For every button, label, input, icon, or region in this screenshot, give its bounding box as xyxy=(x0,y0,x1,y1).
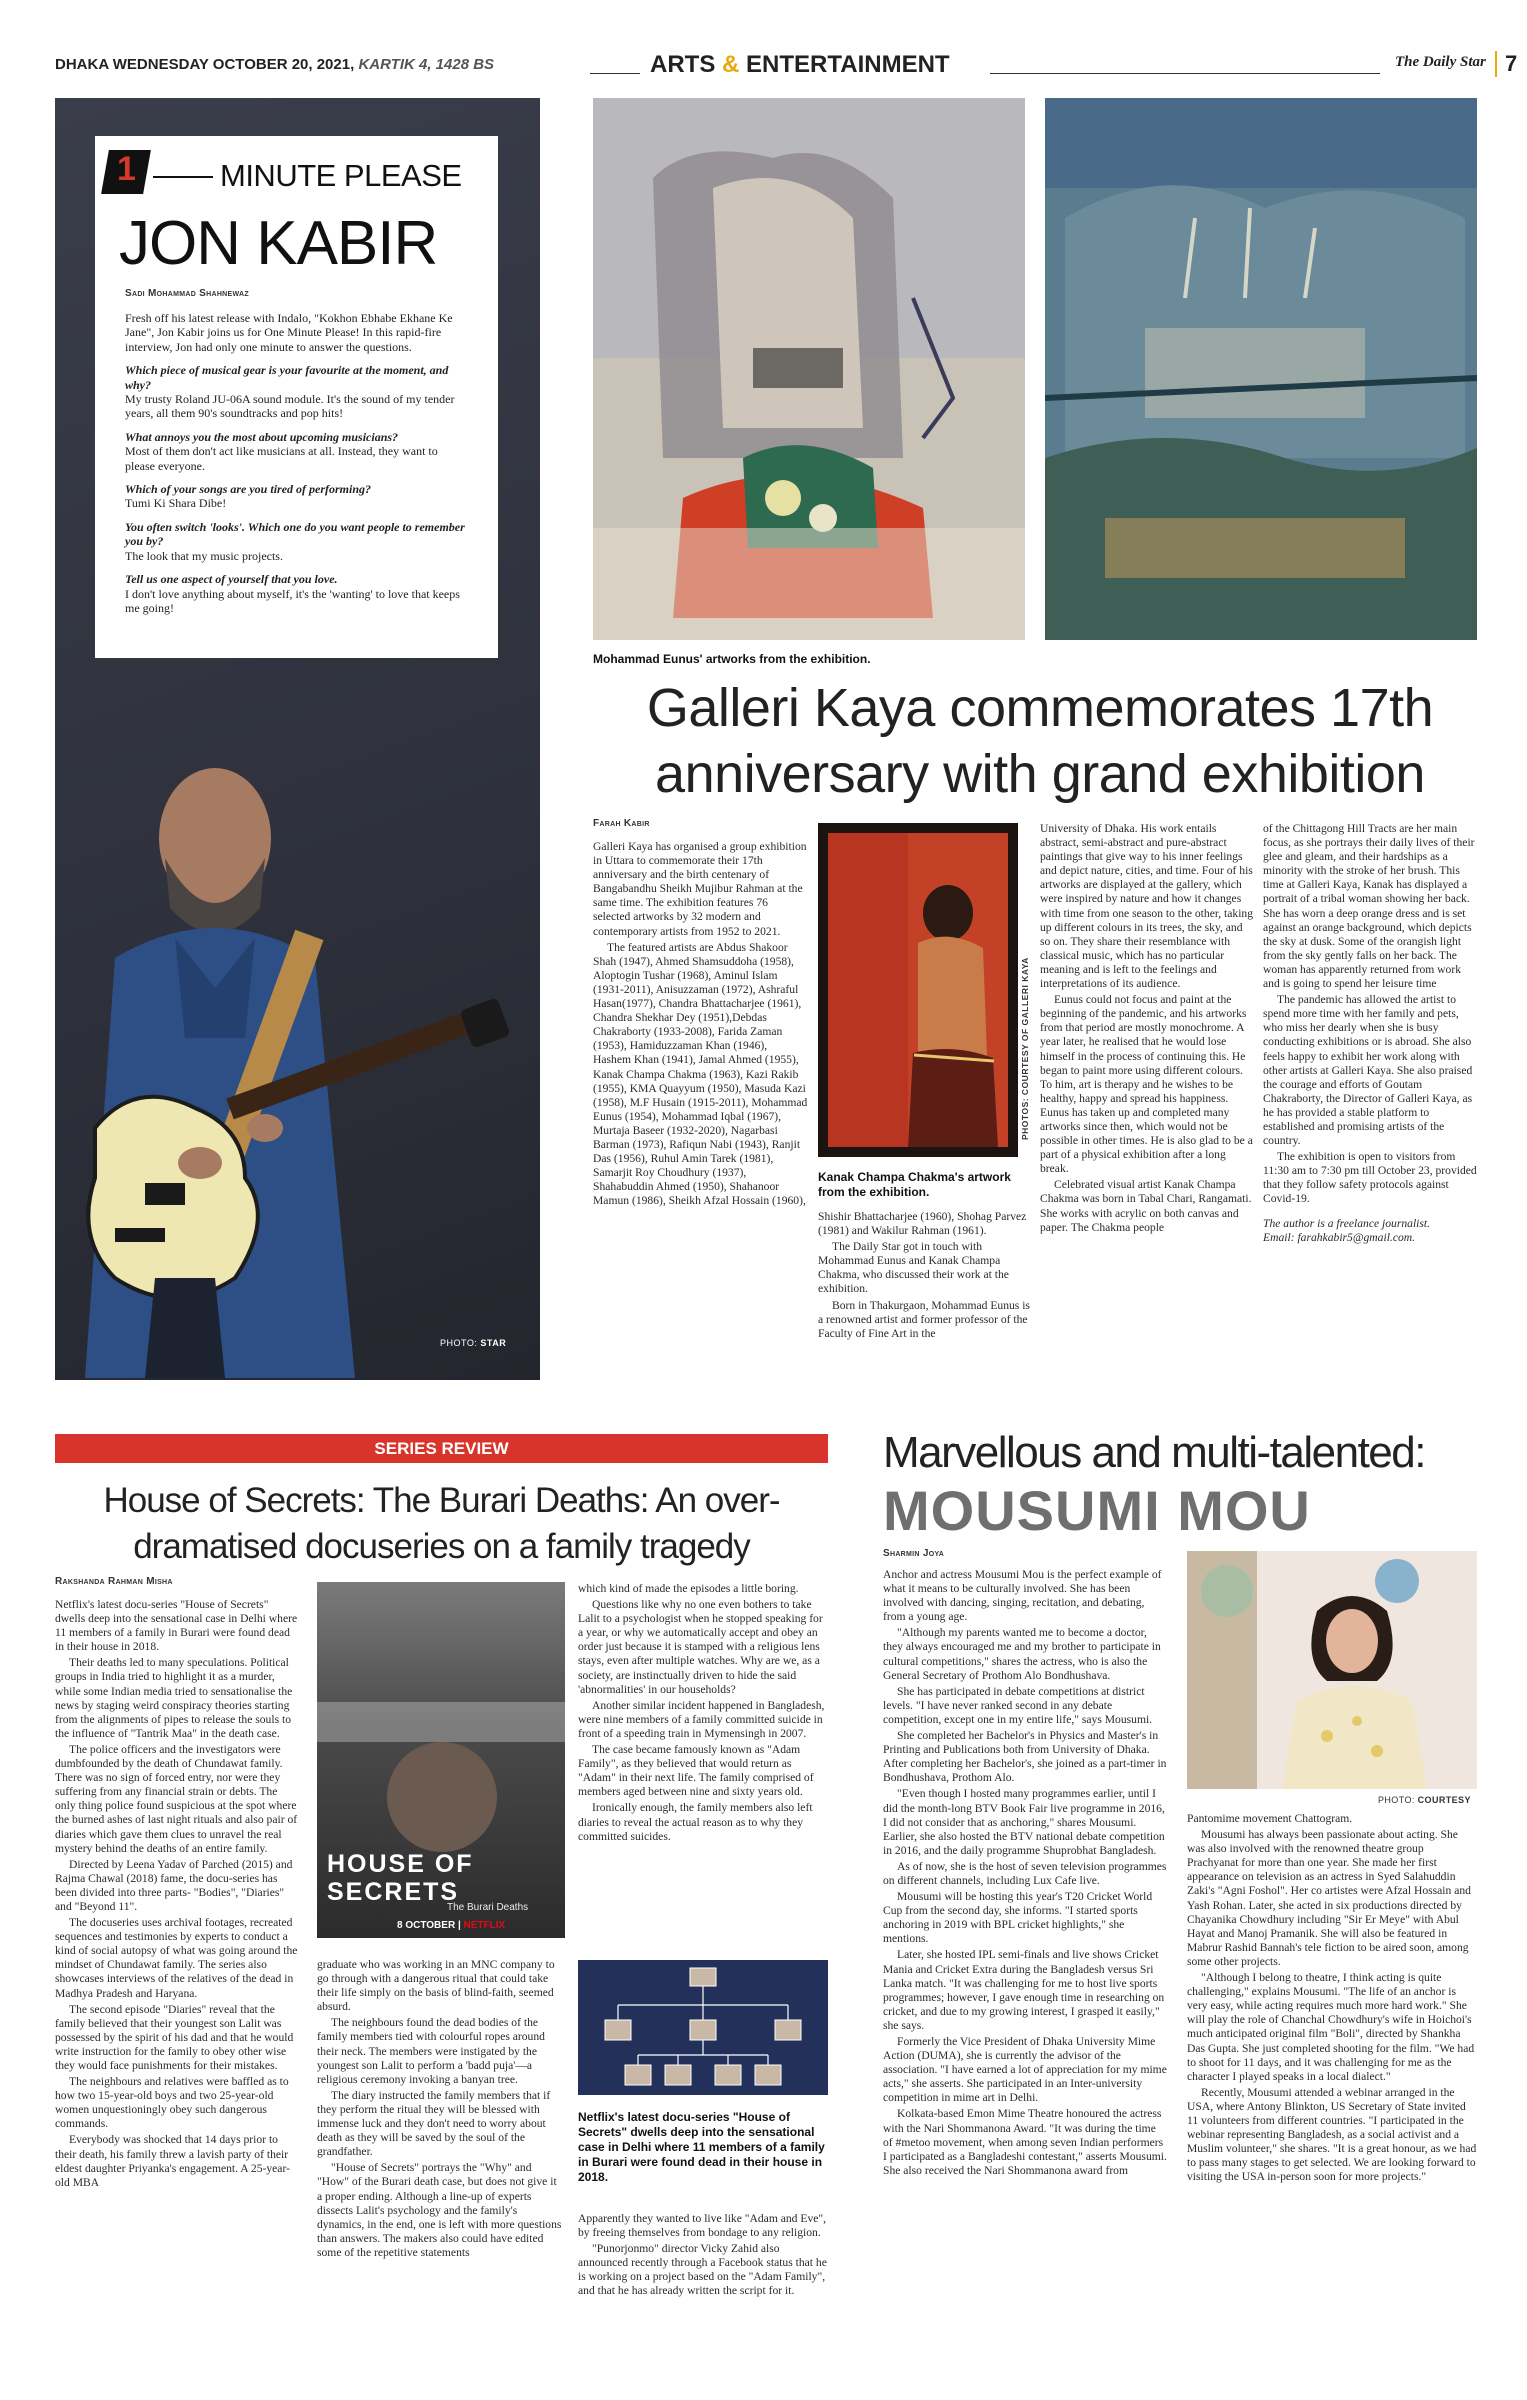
chakma-artwork xyxy=(818,823,1018,1157)
series-caption: Netflix's latest docu-series "House of Secrets" dwells deep into the sensational case in Delhi where 11 members of a family in Burari were found dead in their house in 2018. xyxy=(578,2110,825,2184)
header-rule-left xyxy=(590,73,640,74)
mousumi-col-2: Pantomime movement Chattogram. Mousumi has always been passionate about acting. She was also involved with the renowned theatre group Prachyanat for more than one year. She made her first appearance on television as an actress in Syed Salahuddin Zaki's "Agni Foshol". Her co artistes were Afzal Hossain and Yash Rohan. Later, she acted in six productions directed by Chayanika Chowdhury including "Sir Er Meye" with Abul Hayat and Manoj Pramanik. She will also be featured in Mabrur Rashid Bannah's tele fiction to be aired soon, among some other projects. "Although I belong to theatre, I think acting is quite challenging," explains Mousumi. "The life of an anchor is very easy, while acting requires much more hard work." She will play the role of Chanchal Chowdhury's wife in Hoichoi's much anticipated original film "Boli", directed by Shankha Das Gupta. She just completed shooting for the film. "We had to shoot for 11 days, and it was challenging for me as the character I played speaks in a local dialect." Recently, Mousumi attended a webinar arranged in the USA, where Antony Blinkton, US Secretary of State invited 11 volunteers from different countries. "I participated in the webinar representing Bangladesh, as a social activist and a Muslim volunteer," she shares. "It is a great honour, as we had to pass many stages to get selected. We are looking forward to visiting the USA in-person soon for more projects." xyxy=(1187,1812,1477,2184)
minute-number: 1 xyxy=(117,150,136,188)
artworks-caption: Mohammad Eunus' artworks from the exhibition. xyxy=(593,652,871,666)
series-col-2: graduate who was working in an MNC company to go through with a dangerous ritual that could take their life simply on the basis of blind-faith, seemed absurd. The neighbours found the dead bodies of the family members tied with colourful ropes around their neck. The members were instigated by the youngest son Lalit to perform a 'badd puja'—a religious ceremony invoking a banyan tree. The diary instructed the family members that if they perform the ritual they will be blessed with immense luck and they don't need to worry about death as they will be saved by the soul of the grandfather. "House of Secrets" portrays the "Why" and "How" of the Burari death case, but does not give it a proper ending. Although a line-up of experts dissects Lalit's psychology and the family's dynamics, in the end, one is left with more questions than answers. The makers also could have edited some of the repetitive statements xyxy=(317,1958,562,2259)
series-banner: SERIES REVIEW xyxy=(55,1434,828,1463)
mousumi-byline: Sharmin Joya xyxy=(883,1548,945,1559)
galleri-author-note: The author is a freelance journalist. Email: farahkabir5@gmail.com. xyxy=(1263,1216,1431,1244)
eunus-artwork-2 xyxy=(1045,98,1477,640)
mousumi-photo xyxy=(1187,1551,1477,1789)
poster-footer: 8 OCTOBER | NETFLIX xyxy=(397,1920,506,1931)
header-rule-right xyxy=(990,73,1380,74)
minute-qa: Fresh off his latest release with Indalo, "Kokhon Ebhabe Ekhane Ke Jane", Jon Kabir joins us for One Minute Please! In this rapid-fire interview, Jon had only one minute to answer the questions. Which piece of musical gear is your favourite at the moment, and why? My trusty Roland JU-06A sound module. It's the sound of my tender years, all them 90's soundtracks and pop hits! What annoys you the most about upcoming musicians? Most of them don't act like musicians at all. Instead, they want to please everyone. Which of your songs are you tired of performing? Tumi Ki Shara Dibe! You often switch 'looks'. Which one do you want people to remember you by? The look that my music projects. Tell us one aspect of yourself that you love. I don't love anything about myself, it's the 'wanting' to love that keeps me going! xyxy=(125,311,470,624)
mousumi-title-b: MOUSUMI MOU xyxy=(883,1479,1311,1542)
minute-name: JON KABIR xyxy=(119,209,438,278)
eunus-artwork-1 xyxy=(593,98,1025,640)
paper-name: The Daily Star xyxy=(1395,54,1486,70)
galleri-byline: Farah Kabir xyxy=(593,818,650,829)
kicker-rule xyxy=(153,176,213,178)
jon-kabir-panel xyxy=(55,98,540,1380)
page-header xyxy=(55,51,1518,84)
series-col-1: Netflix's latest docu-series "House of Secrets" dwells deep into the sensational case in Delhi where 11 members of a family in Burari were found dead in their house in 2018. Their deaths led to many speculations. Political groups in India tried to highlight it as a murder, while some Indian media tried to sensationalise the news by staging weird conspiracy theories starting from the alignments of pipes to release the souls to the influence of "Tantrik Maa" in the death case. The police officers and the investigators were dumbfounded by the death of Chundawat family. There was no sign of forced entry, nor were they suffering from any financial strain or debts. The only thing police found suspicious at the spot where the burned ashes of last night rituals and also pair of diaries which gave them clues to unravel the real mystery behind the deaths of an entire family. Directed by Leena Yadav of Parched (2015) and Rajma Chawal (2018) fame, the docu-series has been divided into three parts- "Bodies", "Diaries" and "Beyond 11". The docuseries uses archival footages, recreated sequences and testimonies by experts to conduct a kind of social autopsy of what was going around the mindset of Chundawat family. The series also showcases interviews of the relatives of the dead in Madhya Pradesh and Haryana. The second episode "Diaries" reveal that the family believed that their youngest son Lalit was possessed by the spirit of his dad and that he would write instruction for the family to obey other wise they would face punishments for their mistakes. The neighbours and relatives were baffled as to how two 15-year-old boys and two 25-year-old women unquestioningly obey such dangerous commands. Everybody was shocked that 14 days prior to their death, his family threw a lavish party of their eldest daughter Priyanka's engagement. A 25-year-old MBA xyxy=(55,1598,298,2189)
dateline: DHAKA WEDNESDAY OCTOBER 20, 2021, KARTIK 4, 1428 BS xyxy=(55,56,495,73)
minute-please-box xyxy=(95,136,498,658)
series-title: House of Secrets: The Burari Deaths: An over-dramatised docuseries on a family tragedy xyxy=(103,1481,780,1566)
series-col-3b: Apparently they wanted to live like "Adam and Eve", by freeing themselves from bondage to any religion. "Punorjonmo" director Vicky Zahid also announced recently through a Facebook status that he is working on a project based on the "Adam Family", and that he has already written the script for it. xyxy=(578,2212,827,2298)
house-of-secrets-poster xyxy=(317,1582,565,1938)
page-number: 7 xyxy=(1495,51,1517,77)
vertical-photo-credit: PHOTOS: COURTESY OF GALLERI KAYA xyxy=(1020,957,1030,1140)
minute-intro: Fresh off his latest release with Indalo, "Kokhon Ebhabe Ekhane Ke Jane", Jon Kabir joins us for One Minute Please! In this rapid-fire interview, Jon had only one minute to answer the questions. xyxy=(125,311,453,354)
mousumi-photo-credit: PHOTO: COURTESY xyxy=(1378,1795,1471,1805)
galleri-col-2: Shishir Bhattacharjee (1960), Shohag Parvez (1981) and Wakilur Rahman (1961). The Daily Star got in touch with Mohammad Eunus and Kanak Champa Chakma, who discussed their work at the exhibition. Born in Thakurgaon, Mohammad Eunus is a renowned artist and former professor of the Faculty of Fine Art in the xyxy=(818,1210,1030,1340)
galleri-col-4: of the Chittagong Hill Tracts are her main focus, as she portrays their daily lives of their glee and gleam, and their hardships as a minority with the stroke of her brush. This time at Galleri Kaya, Kanak has displayed a portrait of a tribal woman showing her back. She has worn a deep orange dress and is set against an orange background, which depicts the sky at dusk. Some of the orangish light from the sky gently falls on her back. The woman has apparently returned from work and is going to spend her leisure time The pandemic has allowed the artist to spend more time with her family and pets, who miss her dearly when she is busy conducting exhibitions or is abroad. She also feels happy to exhibit her work along with other artists at Galleri Kaya. She also praised the courage and efforts of Goutam Chakraborty, the Director of Galleri Kaya, as he has provided a stable platform to established and promising artists of the country. The exhibition is open to visitors from 11:30 am to 7:30 pm till October 23, provided that they follow safety protocols against Covid-19. The author is a freelance journalist. Email: farahkabir5@gmail.com. xyxy=(1263,822,1477,1244)
minute-kicker: MINUTE PLEASE xyxy=(220,158,462,193)
poster-subtitle: The Burari Deaths xyxy=(447,1902,529,1913)
poster-title: HOUSE OF SECRETS xyxy=(327,1850,474,1906)
section-title: ARTS & ENTERTAINMENT xyxy=(650,51,950,78)
jon-kabir-photo xyxy=(55,658,540,1380)
chakma-caption: Kanak Champa Chakma's artwork from the exhibition. xyxy=(818,1170,1011,1199)
mousumi-col-1: Anchor and actress Mousumi Mou is the perfect example of what it means to be culturally involved. She has been involved with dancing, singing, recitation, and debating, from a young age. "Although my parents wanted me to become a doctor, they always encouraged me and my brother to participate in cultural competitions," shares the actress, who is also the General Secretary of Prothom Alo Bondhushava. She has participated in debate competitions at district levels. "I have never ranked second in any debate competition, except one in my entire life," says Mousumi. She completed her Bachelor's in Physics and Master's in Printing and Publications both from University of Dhaka. After completing her Bachelor's, she joined as a part-timer in Bondhushava, Prothom Alo. "Even though I hosted many programmes earlier, until I did the month-long BTV Book Fair live programme in 2016, I did not consider that as anchoring," shares Mousumi. Earlier, she also hosted the BTV national debate competition in 2016, and the daily programme Shuprobhat Bangladesh. As of now, she is the host of seven television programmes on different channels, including Lux Cafe live. Mousumi will be hosting this year's T20 Cricket World Cup from the second day, she informs. "I started sports anchoring in 2019 with BPL cricket highlights," she mentions. Later, she hosted IPL semi-finals and live shows Cricket Mania and Cricket Extra during the Bangladesh versus Sri Lanka match. "It was challenging for me to host live sports programmes; however, I gave enough time in researching on cricket, and due to my growing interest, I grasped it easily," she says. Formerly the Vice President of Dhaka University Mime Action (DUMA), she is currently the advisor of the association. "I have earned a lot of appreciation for my mime acts," she asserts. She participated in an Inter-university competition in mime art in Delhi. Kolkata-based Emon Mime Theatre honoured the actress with the Nari Shommanona Award. "It was during the time of #metoo movement, when among seven Indian performers I participated as a Bangladeshi contestant," asserts Mousumi. She also received the Nari Shommanona award from xyxy=(883,1568,1167,2177)
galleri-col-3: University of Dhaka. His work entails abstract, semi-abstract and pure-abstract paintings that give way to his inner feelings and depict nature, cities, and time. Four of his artworks are displayed at the gallery, which were inspired by nature and how it changes with time from one season to the other, taking up different colours in its trees, the sky, and so on. They share their resemblance with classical music, which has no particular meaning and is left to the feelings and interpretations of its audience. Eunus could not focus and paint at the beginning of the pandemic, and his artworks from that period are mostly monochrome. A year later, he realised that he would lose himself in the process of continuing this. He began to paint more using different colours. To him, art is therapy and he wishes to be healthy, happy and spread his happiness. Eunus has taken up and completed many artworks since then, which would not be possible in other times. He is also glad to be a part of a physical exhibition after a long break. Celebrated visual artist Kanak Champa Chakma was born in Tabal Chari, Rangamati. She works with acrylic on both canvas and paper. The Chakma people xyxy=(1040,822,1254,1234)
mousumi-title-a: Marvellous and multi-talented: xyxy=(883,1428,1425,1477)
family-tree-image xyxy=(578,1960,828,2095)
series-byline: Rakshanda Rahman Misha xyxy=(55,1576,173,1587)
series-col-3a: which kind of made the episodes a little boring. Questions like why no one even bothers to take Lalit to a psychologist when he stopped speaking for a year, or why we automatically accept and obey an order just because it is stamped with a religious lens stays, even after multiple watches. Why are we, as a society, are instinctually driven to hide the said 'abnormalities' in our households? Another similar incident happened in Bangladesh, were nine members of a family committed suicide in front of a speeding train in Mymensingh in 2007. The case became famously known as "Adam Family", as they believed that would return as "Adam" in their next life. The family comprised of members aged between nine and sixty years old. Ironically enough, the family members also left diaries to reveal the actual reason as to why they committed suicides. xyxy=(578,1582,825,1843)
galleri-col-1: Galleri Kaya has organised a group exhibition in Uttara to commemorate their 17th anniversary and the birth centenary of Bangabandhu Sheikh Mujibur Rahman at the same time. The exhibition features 76 selected artworks by 32 modern and contemporary artists from 1952 to 2021. The featured artists are Abdus Shakoor Shah (1947), Ahmed Shamsuddoha (1958), Aloptogin Tushar (1968), Aminul Islam (1931-2011), Anisuzzaman (1972), Ashraful Hasan(1977), Chandra Bhattacharjee (1961), Chandra Shekhar Dey (1951),Debdas Chakraborty (1933-2008), Farida Zaman (1953), Hamiduzzaman Khan (1946), Hashem Khan (1941), Jamal Ahmed (1955), Kanak Champa Chakma (1963), Kazi Rakib (1955), KMA Quayyum (1950), Masuda Kazi (1958), M.F Husain (1915-2011), Mohammad Eunus (1954), Mohammad Iqbal (1967), Murtaja Baseer (1932-2020), Nagarbasi Barman (1973), Rafiqun Nabi (1943), Ranjit Das (1956), Ruhul Amin Tarek (1981), Samarjit Roy Choudhury (1937), Shahabuddin Ahmed (1950), Shahanoor Mamun (1986), Sheikh Afzal Hossain (1960), xyxy=(593,840,808,1208)
jon-photo-credit: PHOTO: STAR xyxy=(440,1338,507,1348)
galleri-title: Galleri Kaya commemorates 17th anniversary with grand exhibition xyxy=(646,678,1434,804)
minute-byline: Sadi Mohammad Shahnewaz xyxy=(125,288,249,299)
